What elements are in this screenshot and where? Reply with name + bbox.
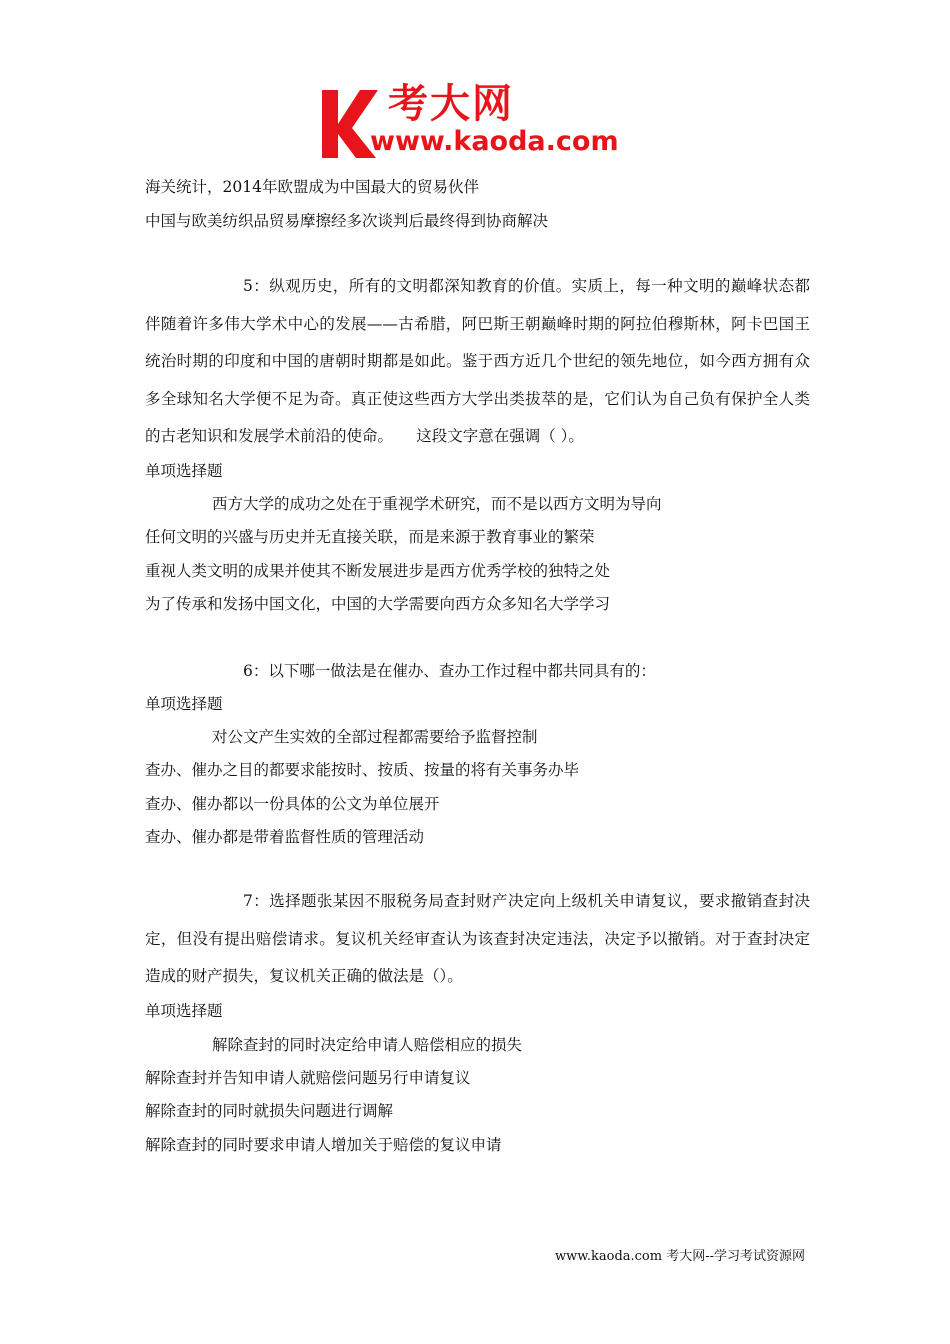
- kaoda-logo: [318, 80, 638, 160]
- q7-option-4: 解除查封的同时要求申请人增加关于赔偿的复议申请: [145, 1136, 502, 1154]
- question-6-type: 单项选择题: [145, 695, 223, 713]
- question-5-text: [145, 268, 810, 456]
- q6-option-4: 查办、催办都是带着监督性质的管理活动: [145, 828, 425, 846]
- q6-option-1: 对公文产生实效的全部过程都需要给予监督控制: [212, 728, 538, 746]
- prev-option-1: 海关统计，2014年欧盟成为中国最大的贸易伙伴: [145, 178, 479, 196]
- q7-option-2: 解除查封并告知申请人就赔偿问题另行申请复议: [145, 1069, 471, 1087]
- q5-option-4: 为了传承和发扬中国文化，中国的大学需要向西方众多知名大学学习: [145, 595, 611, 613]
- q5-option-3: 重视人类文明的成果并使其不断发展进步是西方优秀学校的独特之处: [145, 562, 611, 580]
- q5-option-1: 西方大学的成功之处在于重视学术研究，而不是以西方文明为导向: [212, 495, 662, 513]
- page-footer: www.kaoda.com 考大网--学习考试资源网: [555, 1249, 805, 1264]
- question-7-text: [145, 883, 810, 996]
- logo-name: 考大网: [388, 81, 514, 127]
- q6-option-2: 查办、催办之目的都要求能按时、按质、按量的将有关事务办毕: [145, 761, 580, 779]
- q7-option-3: 解除查封的同时就损失问题进行调解: [145, 1102, 394, 1120]
- question-5-type: 单项选择题: [145, 462, 223, 480]
- logo-url: www.kaoda.com: [370, 126, 619, 157]
- prev-option-2: 中国与欧美纺织品贸易摩擦经多次谈判后最终得到协商解决: [145, 212, 549, 230]
- question-7-body: 7：选择题张某因不服税务局查封财产决定向上级机关申请复议，要求撤销查封决定，但没有提出赔偿请求。复议机关经审查认为该查封决定违法，决定予以撤销。对于查封决定造成的财产损失，复议机关正确的做法是（）。: [145, 892, 810, 985]
- question-5-body: 5：纵观历史，所有的文明都深知教育的价值。实质上，每一种文明的巅峰状态都伴随着许多伟大学术中心的发展——古希腊，阿巴斯王朝巅峰时期的阿拉伯穆斯林，阿卡巴国王统治时期的印度和中国的唐朝时期都是如此。鉴于西方近几个世纪的领先地位，如今西方拥有众多全球知名大学便不足为奇。真正使这些西方大学出类拔萃的是，它们认为自己负有保护全人类的古老知识和发展学术前沿的使命。 这段文字意在强调（ ）。: [145, 277, 810, 445]
- q5-option-2: 任何文明的兴盛与历史并无直接关联，而是来源于教育事业的繁荣: [145, 528, 595, 546]
- q6-option-3: 查办、催办都以一份具体的公文为单位展开: [145, 795, 440, 813]
- question-7-type: 单项选择题: [145, 1002, 223, 1020]
- question-6-text: 6：以下哪一做法是在催办、查办工作过程中都共同具有的：: [243, 662, 656, 680]
- q7-option-1: 解除查封的同时决定给申请人赔偿相应的损失: [212, 1036, 523, 1054]
